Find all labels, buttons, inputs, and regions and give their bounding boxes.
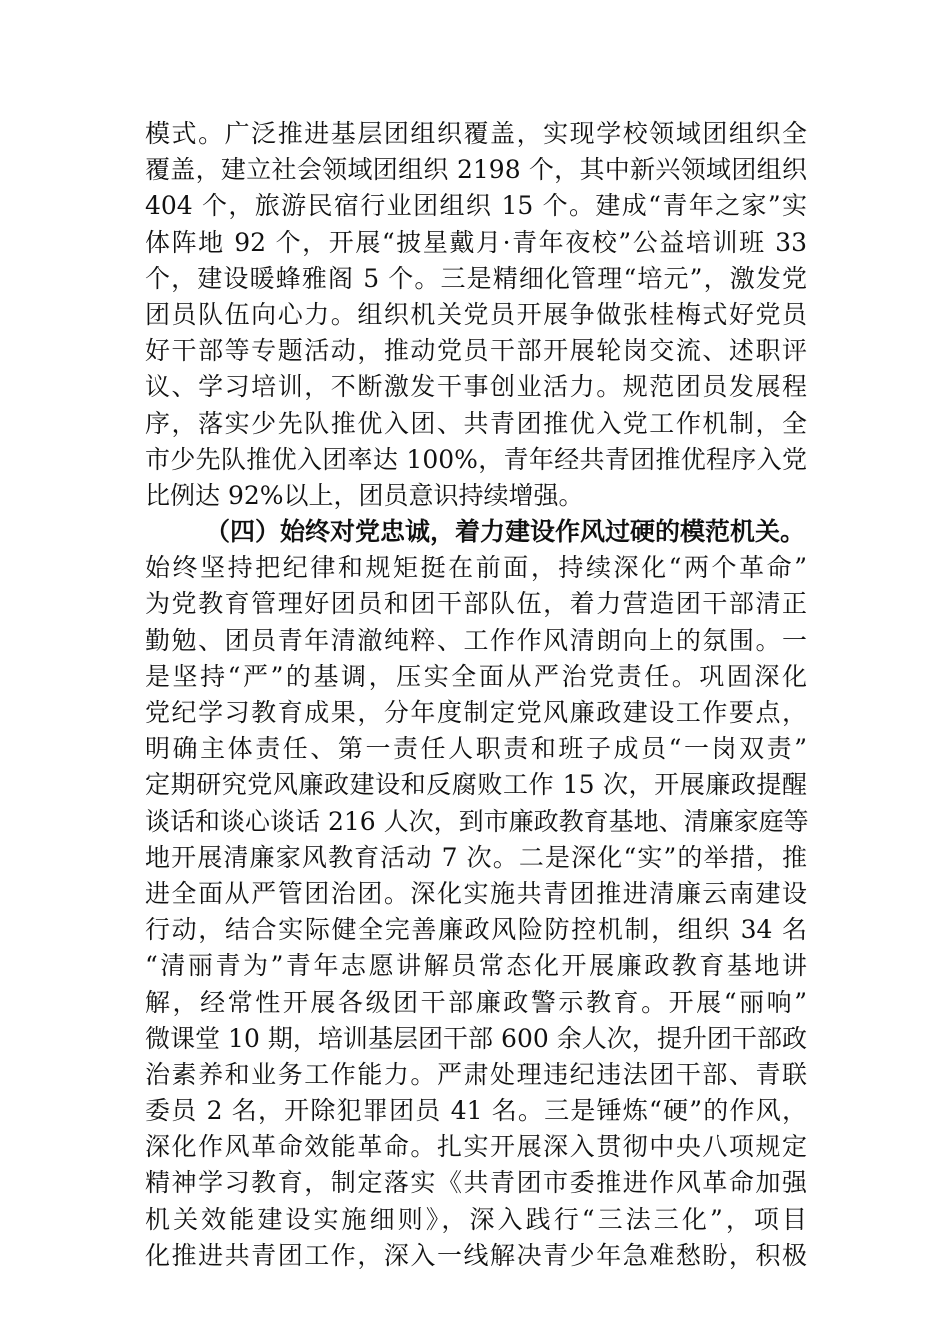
text-line: 治素养和业务工作能力。严肃处理违纪违法团干部、青联 — [145, 1059, 807, 1089]
text-line: 委员 2 名，开除犯罪团员 41 名。三是锤炼“硬”的作风， — [145, 1096, 807, 1126]
text-line: 序，落实少先队推优入团、共青团推优入党工作机制，全 — [145, 408, 807, 438]
text-line: 党纪学习教育成果，分年度制定党风廉政建设工作要点， — [145, 698, 807, 727]
text-line: 解，经常性开展各级团干部廉政警示教育。开展“丽响” — [145, 987, 807, 1017]
text-line: 谈话和谈心谈话 216 人次，到市廉政教育基地、清廉家庭等 — [145, 806, 809, 836]
text-line: 机关效能建设实施细则》，深入践行“三法三化”，项目 — [145, 1204, 807, 1234]
text-line: 404 个，旅游民宿行业团组织 15 个。建成“青年之家”实 — [145, 191, 807, 221]
text-line: 行动，结合实际健全完善廉政风险防控机制，组织 34 名 — [145, 915, 807, 945]
text-line: 深化作风革命效能革命。扎实开展深入贯彻中央八项规定 — [145, 1132, 807, 1162]
text-line: 微课堂 10 期，培训基层团干部 600 余人次，提升团干部政 — [145, 1023, 807, 1053]
text-line: 进全面从严管团治团。深化实施共青团推进清廉云南建设 — [145, 878, 807, 908]
text-line: 体阵地 92 个，开展“披星戴月·青年夜校”公益培训班 33 — [145, 227, 807, 257]
text-line: 勤勉、团员青年清澈纯粹、工作作风清朗向上的氛围。一 — [145, 625, 807, 655]
text-line: 个，建设暖蜂雅阁 5 个。三是精细化管理“培元”，激发党 — [145, 263, 807, 293]
text-line: 地开展清廉家风教育活动 7 次。二是深化“实”的举措，推 — [145, 842, 807, 872]
text-line: 模式。广泛推进基层团组织覆盖，实现学校领域团组织全 — [145, 119, 807, 148]
text-line: 团员队伍向心力。组织机关党员开展争做张桂梅式好党员 — [145, 299, 807, 329]
text-line: 明确主体责任、第一责任人职责和班子成员“一岗双责” — [145, 734, 807, 764]
text-line: 市少先队推优入团率达 100%，青年经共青团推优程序入党 — [145, 444, 807, 474]
text-line: 议、学习培训，不断激发干事创业活力。规范团员发展程 — [145, 372, 807, 402]
text-line: 化推进共青团工作，深入一线解决青少年急难愁盼，积极 — [145, 1240, 807, 1270]
text-line: 定期研究党风廉政建设和反腐败工作 15 次，开展廉政提醒 — [145, 770, 807, 800]
section-4 — [145, 514, 807, 1274]
text-line: “清丽青为”青年志愿讲解员常态化开展廉政教育基地讲 — [145, 951, 807, 981]
text-line: 为党教育管理好团员和团干部队伍，着力营造团干部清正 — [145, 589, 807, 619]
text-line: 覆盖，建立社会领域团组织 2198 个，其中新兴领域团组织 — [145, 155, 807, 185]
text-line: 始终坚持把纪律和规矩挺在前面，持续深化“两个革命” — [145, 553, 807, 583]
text-line: 比例达 92%以上，团员意识持续增强。 — [145, 480, 584, 510]
paragraph-1 — [145, 116, 807, 514]
section-heading: （四）始终对党忠诚，着力建设作风过硬的模范机关。 — [205, 517, 806, 547]
text-line: 好干部等专题活动，推动党员干部开展轮岗交流、述职评 — [145, 336, 807, 366]
document-page — [145, 116, 807, 1274]
text-line: 是坚持“严”的基调，压实全面从严治党责任。巩固深化 — [145, 661, 807, 691]
text-line: 精神学习教育，制定落实《共青团市委推进作风革命加强 — [145, 1168, 807, 1198]
